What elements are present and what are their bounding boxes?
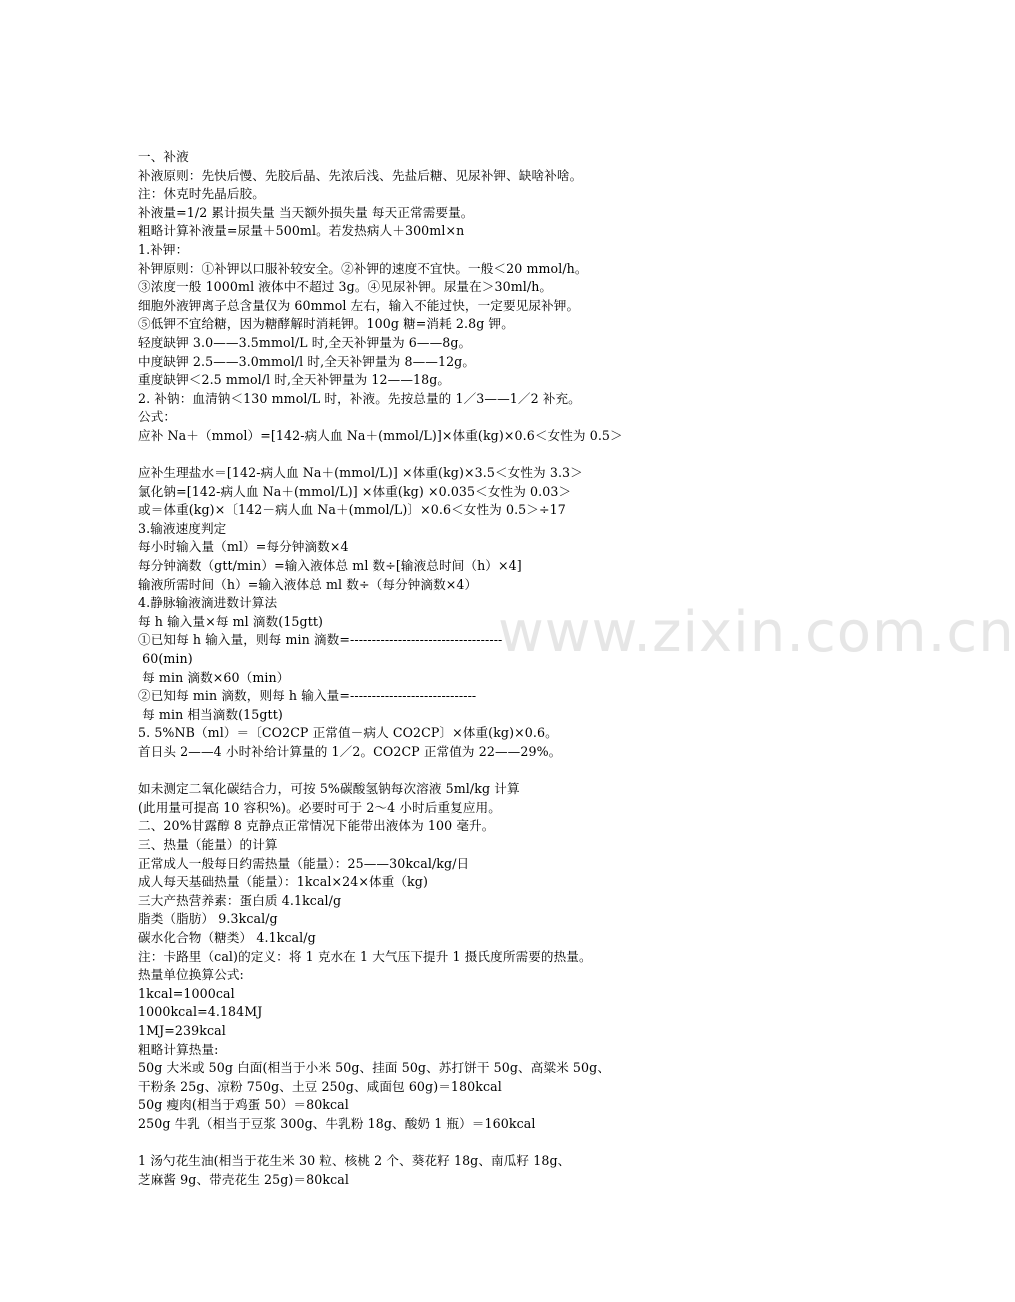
formula-line: 60(min): [138, 651, 193, 667]
text-line: 轻度缺钾 3.0——3.5mmol/L 时,全天补钾量为 6——8g。: [138, 334, 472, 350]
text-line: 粗略计算补液量=尿量＋500ml。若发热病人＋300ml×n: [138, 223, 465, 239]
text-line: 正常成人一般每日约需热量（能量）：25——30kcal/kg/日: [138, 855, 470, 871]
text-line: 补钾原则：①补钾以口服补较安全。②补钾的速度不宜快。一般＜20 mmol/h。: [138, 260, 588, 276]
section-title-mannitol: 二、20%甘露醇 8 克静点正常情况下能带出液体为 100 毫升。: [138, 818, 495, 834]
subsection-title-drip-calc: 4.静脉输液滴进数计算法: [138, 595, 278, 611]
text-line: 如未测定二氧化碳结合力，可按 5%碳酸氢钠每次溶液 5ml/kg 计算: [138, 781, 520, 797]
text-line: 粗略计算热量:: [138, 1041, 219, 1057]
text-line: 芝麻酱 9g、带壳花生 25g)＝80kcal: [138, 1171, 349, 1187]
formula-line: ②已知每 min 滴数，则每 h 输入量=-----------------------------: [138, 688, 477, 704]
text-line: 注：休克时先晶后胶。: [138, 186, 265, 202]
blank-line: [138, 762, 908, 781]
subsection-title-sodium: 2. 补钠：血清钠＜130 mmol/L 时，补液。先按总量的 1／3——1／2 补充。: [138, 390, 581, 406]
subsection-title-potassium: 1.补钾：: [138, 241, 189, 257]
formula-line: 每小时输入量（ml）=每分钟滴数×4: [138, 539, 349, 555]
formula-line: 或＝体重(kg)×〔142－病人血 Na＋(mmol/L)〕×0.6＜女性为 0.5＞÷17: [138, 502, 566, 518]
text-line: 中度缺钾 2.5——3.0mmol/l 时,全天补钾量为 8——12g。: [138, 353, 476, 369]
text-line: 三大产热营养素：蛋白质 4.1kcal/g: [138, 892, 342, 908]
text-line: 1kcal=1000cal: [138, 985, 235, 1001]
document-body: [138, 148, 908, 1189]
section-title-fluid: 一、补液: [138, 149, 189, 164]
text-line: 成人每天基础热量（能量）：1kcal×24×体重（kg): [138, 874, 428, 890]
text-line: 热量单位换算公式:: [138, 967, 244, 983]
text-line: 1 汤勺花生油(相当于花生米 30 粒、核桃 2 个、葵花籽 18g、南瓜籽 18g、: [138, 1153, 571, 1169]
watermark: www.zixin.com.cn: [498, 600, 1015, 665]
text-line: 50g 瘦肉(相当于鸡蛋 50）＝80kcal: [138, 1097, 349, 1113]
formula-line: 应补生理盐水＝[142-病人血 Na＋(mmol/L)] ×体重(kg)×3.5＜女性为 3.3＞: [138, 465, 583, 481]
text-line: 补液原则：先快后慢、先胶后晶、先浓后浅、先盐后糖、见尿补钾、缺啥补啥。: [138, 167, 583, 183]
text-line: 1000kcal=4.184MJ: [138, 1004, 263, 1020]
formula-line: 每 min 相当滴数(15gtt): [138, 706, 283, 722]
text-line: 250g 牛乳（相当于豆浆 300g、牛乳粉 18g、酸奶 1 瓶）＝160kcal: [138, 1115, 536, 1131]
text-line: 碳水化合物（糖类） 4.1kcal/g: [138, 929, 316, 945]
section-title-calories: 三、热量（能量）的计算: [138, 836, 278, 852]
formula-line: 每分钟滴数（gtt/min）=输入液体总 ml 数÷[输液总时间（h）×4]: [138, 558, 522, 574]
formula-line: ①已知每 h 输入量，则每 min 滴数=-----------------------------------: [138, 632, 503, 648]
text-line: ⑤低钾不宜给糖，因为糖酵解时消耗钾。100g 糖=消耗 2.8g 钾。: [138, 316, 514, 332]
formula-line: 氯化钠=[142-病人血 Na＋(mmol/L)] ×体重(kg) ×0.035＜女性为 0.03＞: [138, 483, 572, 499]
text-line: 重度缺钾＜2.5 mmol/l 时,全天补钾量为 12——18g。: [138, 372, 451, 388]
text-line: 公式：: [138, 409, 177, 425]
text-line: 1MJ=239kcal: [138, 1022, 226, 1038]
formula-line: 输液所需时间（h）=输入液体总 ml 数÷（每分钟滴数×4）: [138, 576, 478, 592]
text-line: 50g 大米或 50g 白面(相当于小米 50g、挂面 50g、苏打饼干 50g、高粱米 50g、: [138, 1060, 611, 1076]
text-line: ③浓度一般 1000ml 液体中不超过 3g。④见尿补钾。尿量在＞30ml/h。: [138, 279, 553, 295]
formula-line: 应补 Na＋（mmol）=[142-病人血 Na＋(mmol/L)]×体重(kg)×0.6＜女性为 0.5＞: [138, 427, 623, 443]
subsection-title-infusion-rate: 3.输液速度判定: [138, 520, 227, 536]
text-line: 首日头 2——4 小时补给计算量的 1／2。CO2CP 正常值为 22——29%。: [138, 744, 562, 759]
blank-line: [138, 1133, 908, 1152]
text-line: 细胞外液钾离子总含量仅为 60mmol 左右，输入不能过快，一定要见尿补钾。: [138, 297, 580, 313]
formula-line: 每 h 输入量×每 ml 滴数(15gtt): [138, 613, 324, 629]
formula-line: 每 min 滴数×60（min）: [138, 669, 290, 685]
text-line: 脂类（脂肪） 9.3kcal/g: [138, 911, 278, 927]
subsection-title-bicarbonate: 5. 5%NB（ml）＝〔CO2CP 正常值－病人 CO2CP〕×体重(kg)×0.6。: [138, 725, 558, 741]
text-line: (此用量可提高 10 容积%)。必要时可于 2～4 小时后重复应用。: [138, 799, 501, 815]
blank-line: [138, 446, 908, 465]
text-line: 注：卡路里（cal)的定义：将 1 克水在 1 大气压下提升 1 摄氏度所需要的热量。: [138, 948, 592, 964]
text-line: 补液量=1/2 累计损失量 当天额外损失量 每天正常需要量。: [138, 204, 474, 220]
text-line: 干粉条 25g、凉粉 750g、土豆 250g、咸面包 60g)＝180kcal: [138, 1078, 502, 1094]
